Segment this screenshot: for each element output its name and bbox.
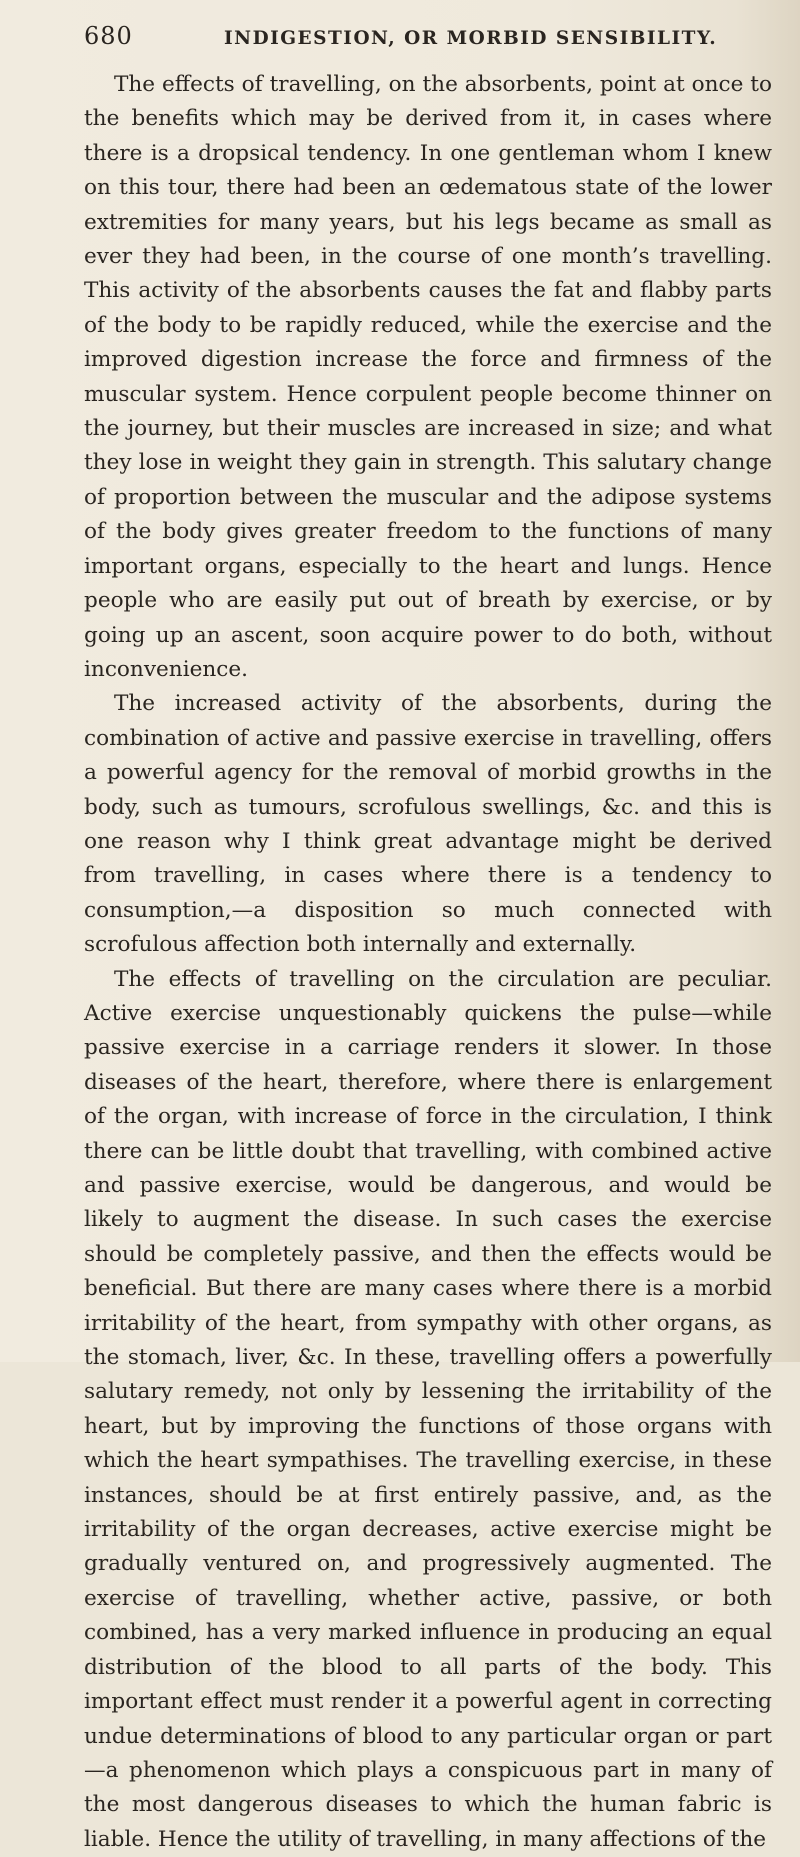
paragraph-absorbents: The effects of travelling, on the absorbents, point at once to the benefits which may be derived from it, in cases where there is a dropsical tendency. In one gentleman whom I knew on this tour, there had been an œdematous state of the lower extremities for many years, but his legs became as small as ever they had been, in the course of one month’s travelling. This activity of the absorbents causes the fat and flabby parts of the body to be rapidly reduced, while the exercise and the improved digestion increase the force and firmness of the muscular system. Hence corpulent people become thinner on the journey, but their muscles are increased in size; and what they lose in weight they gain in strength. This salutary change of proportion between the muscular and the adipose systems of the body gives greater freedom to the functions of many important organs, especially to the heart and lungs. Hence people who are easily put out of breath by exercise, or by going up an ascent, soon acquire power to do both, without inconvenience. bbox=[84, 72, 772, 682]
paragraph-morbid-growths: The increased activity of the absorbents, during the combination of active and passive exercise in travelling, offers a powerful agency for the removal of morbid growths in the body, such as tumours, scrofulous swellings, &c. and this is one reason why I think great advantage might be derived from travelling, in cases where there is a tendency to consumption,—a disposition so much connected with scrofulous affection both internally and externally. bbox=[84, 691, 772, 958]
page-number: 680 bbox=[84, 22, 133, 50]
paragraph-circulation: The effects of travelling on the circulation are peculiar. Active exercise unquestionably quickens the pulse—while passive exercise in a carriage renders it slower. In those diseases of the heart, therefore, where there is enlargement of the organ, with increase of force in the circulation, I think there can be little doubt that travelling, with combined active and passive exercise, would be dangerous, and would be likely to augment the disease. In such cases the exercise should be completely passive, and then the effects would be beneficial. But there are many cases where there is a morbid irritability of the heart, from sympathy with other organs, as the stomach, liver, &c. In these, travelling offers a powerfully salutary remedy, not only by lessening the irritability of the heart, but by improving the functions of those organs with which the heart sympathises. The travelling exercise, in these instances, should be at first entirely passive, and, as the irritability of the organ decreases, active exercise might be gradually ventured on, and progressively augmented. The exercise of travelling, whether active, passive, or both combined, has a very marked influence in producing an equal distribution of the blood to all parts of the body. This important effect must render it a powerful agent in correcting undue determinations of blood to any particular organ or part—a phenomenon which plays a conspicuous part in many of the most dangerous diseases to which the human fabric is liable. Hence the utility of travelling, in many affections of the bbox=[84, 966, 772, 1852]
body-text bbox=[84, 68, 772, 1857]
page-header bbox=[84, 22, 774, 62]
running-head: INDIGESTION, OR MORBID SENSIBILITY. bbox=[224, 28, 718, 49]
